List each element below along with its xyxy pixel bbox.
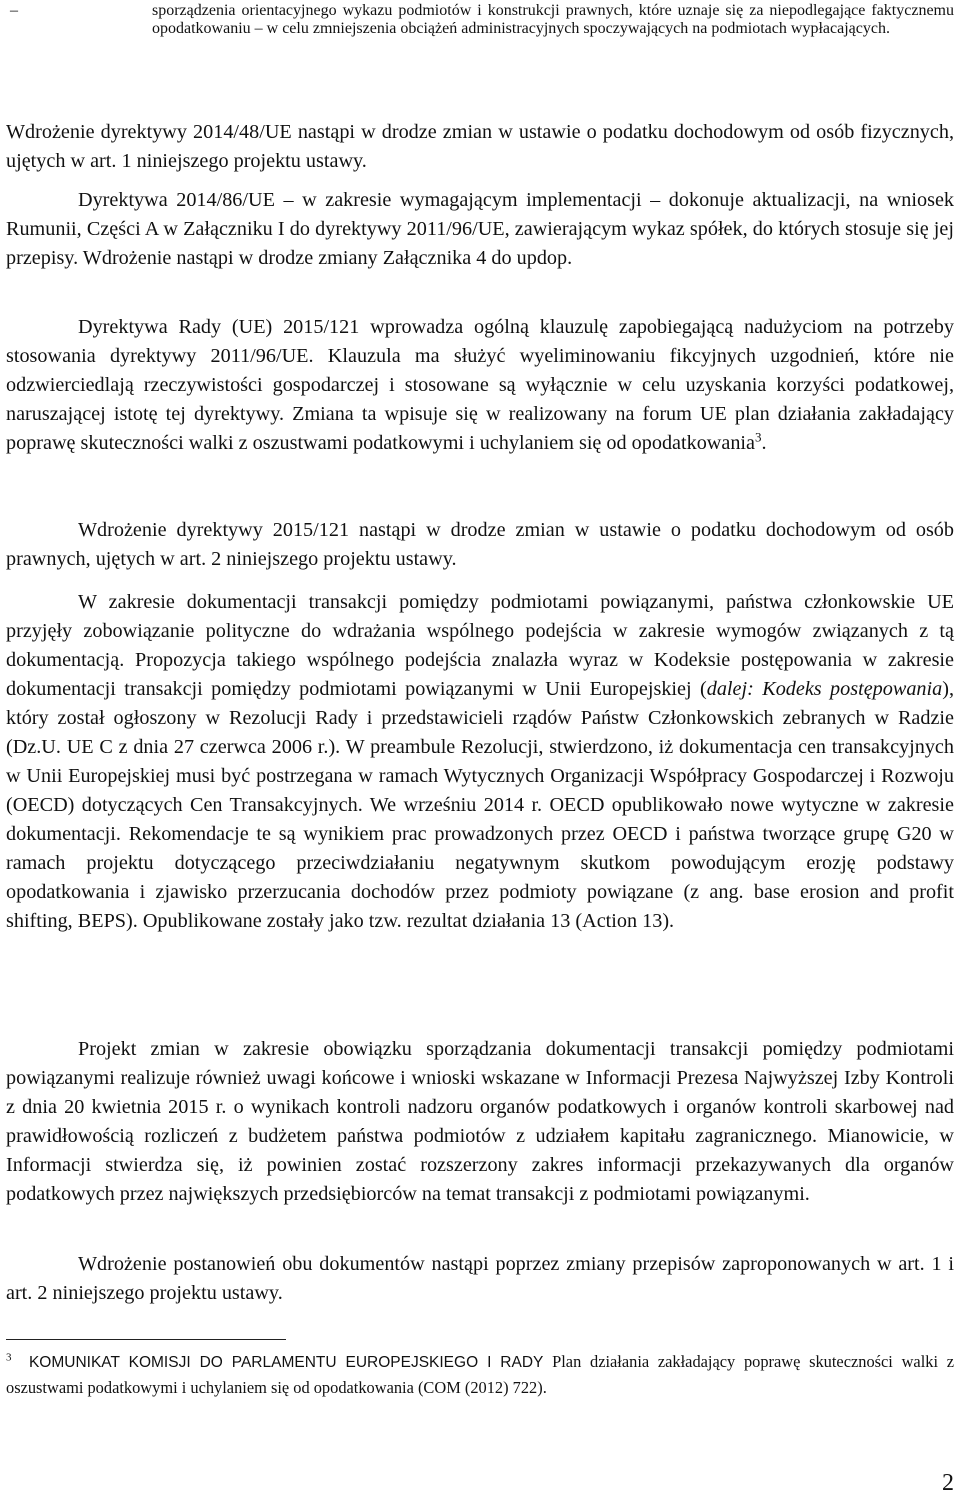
paragraph-4: Wdrożenie dyrektywy 2015/121 nastąpi w drodze zmian w ustawie o podatku dochodowym od osób prawnych, ujętych w art. 2 niniejszego projektu ustawy.: [6, 519, 954, 570]
footnote-number: 3: [6, 1351, 12, 1364]
footnote-ref: 3: [755, 429, 762, 445]
paragraph-3-end: .: [761, 432, 767, 454]
paragraph-3-text: Dyrektywa Rady (UE) 2015/121 wprowadza ogólną klauzulę zapobiegającą nadużyciom na potrzeby stosowania dyrektywy 2011/96/UE. Klauzula ma służyć wyeliminowaniu fikcyjnych uzgodnień, które nie odzwierciedlają rzeczywistości gospodarczej i stosowane są wyłącznie w celu uzyskania korzyści podatkowej, naruszającej istotę tej dyrektywy. Zmiana ta wpisuje się w realizowany na forum UE plan działania zakładający poprawę skuteczności walki z oszustwami podatkowymi i uchylaniem się od opodatkowania: [6, 316, 954, 454]
page-number: 2: [942, 1470, 954, 1496]
paragraph-5-text-b: ), który został ogłoszony w Rezolucji Rady i przedstawicieli rządów Państw Członkowskich zebranych w Radzie (Dz.U. UE C z dnia 27 czerwca 2006 r.). W preambule Rezolucji, stwierdzono, iż dokumentacja cen transakcyjnych w Unii Europejskiej musi być postrzegana w ramach Wytycznych Organizacji Współpracy Gospodarczej i Rozwoju (OECD) dotyczących Cen Transakcyjnych. We wrześniu 2014 r. OECD opublikowało nowe wytyczne w zakresie dokumentacji. Rekomendacje te są wynikiem prac prowadzonych przez OECD i państwa tworzące grupę G20 w ramach projektu dotyczącego przeciwdziałaniu negatywnym skutkom powodującym erozję podstawy opodatkowania i zjawisko przerzucania dochodów przez podmioty powiązane (z ang. base erosion and profit shifting, BEPS). Opublikowane zostały jako tzw. rezultat działania 13 (Action 13).: [6, 678, 954, 932]
paragraph-5-italic: dalej: Kodeks postępowania: [706, 678, 943, 700]
paragraph-5-text-a: W zakresie dokumentacji transakcji pomiędzy podmiotami powiązanymi, państwa członkowskie UE przyjęły zobowiązanie polityczne do wdrażania wspólnego podejścia w zakresie wymogów związanych z tą dokumentacją. Propozycja takiego wspólnego podejścia znalazła wyraz w Kodeksie postępowania w zakresie dokumentacji transakcji pomiędzy podmiotami powiązanymi w Unii Europejskiej (: [6, 591, 954, 700]
footnote-caps: KOMUNIKAT KOMISJI DO PARLAMENTU EUROPEJSKIEGO I RADY: [28, 1354, 544, 1371]
list-item: [6, 2, 954, 38]
list-item-text: sporządzenia orientacyjnego wykazu podmiotów i konstrukcji prawnych, które uznaje się za niepodlegające faktycznemu opodatkowaniu – w celu zmniejszenia obciążeń administracyjnych spoczywających na podmiotach wypłacających.: [152, 2, 954, 37]
paragraph-7: Wdrożenie postanowień obu dokumentów nastąpi poprzez zmiany przepisów zaproponowanych w art. 1 i art. 2 niniejszego projektu ustawy.: [6, 1253, 954, 1304]
paragraph-1: Wdrożenie dyrektywy 2014/48/UE nastąpi w drodze zmian w ustawie o podatku dochodowym od osób fizycznych, ujętych w art. 1 niniejszego projektu ustawy.: [6, 121, 954, 172]
paragraph-6: Projekt zmian w zakresie obowiązku sporządzania dokumentacji transakcji pomiędzy podmiotami powiązanymi realizuje również uwagi końcowe i wnioski wskazane w Informacji Prezesa Najwyższej Izby Kontroli z dnia 20 kwietnia 2015 r. o wynikach kontroli nadzoru organów podatkowych i organów kontroli skarbowej nad prawidłowością rozliczeń z budżetem państwa podmiotów z udziałem kapitału zagranicznego. Mianowicie, w Informacji stwierdza się, iż powinien zostać rozszerzony zakres informacji przekazywanych dla organów podatkowych przez największych przedsiębiorców na temat transakcji z podmiotami powiązanymi.: [6, 1038, 954, 1205]
paragraph-3: [6, 313, 954, 458]
list-dash: –: [10, 2, 18, 19]
footnote-separator: [6, 1339, 286, 1340]
paragraph-5: [6, 588, 954, 936]
footnote: [6, 1349, 954, 1400]
paragraph-2: Dyrektywa 2014/86/UE – w zakresie wymagającym implementacji – dokonuje aktualizacji, na wniosek Rumunii, Części A w Załączniku I do dyrektywy 2011/96/UE, zawierającym wykaz spółek, do których stosuje się jej przepisy. Wdrożenie nastąpi w drodze zmiany Załącznika 4 do updop.: [6, 189, 954, 269]
footnote-text: Plan działania zakładający poprawę skuteczności walki z oszustwami podatkowymi i uchylaniem się od opodatkowania (COM (2012) 722).: [6, 1352, 955, 1397]
